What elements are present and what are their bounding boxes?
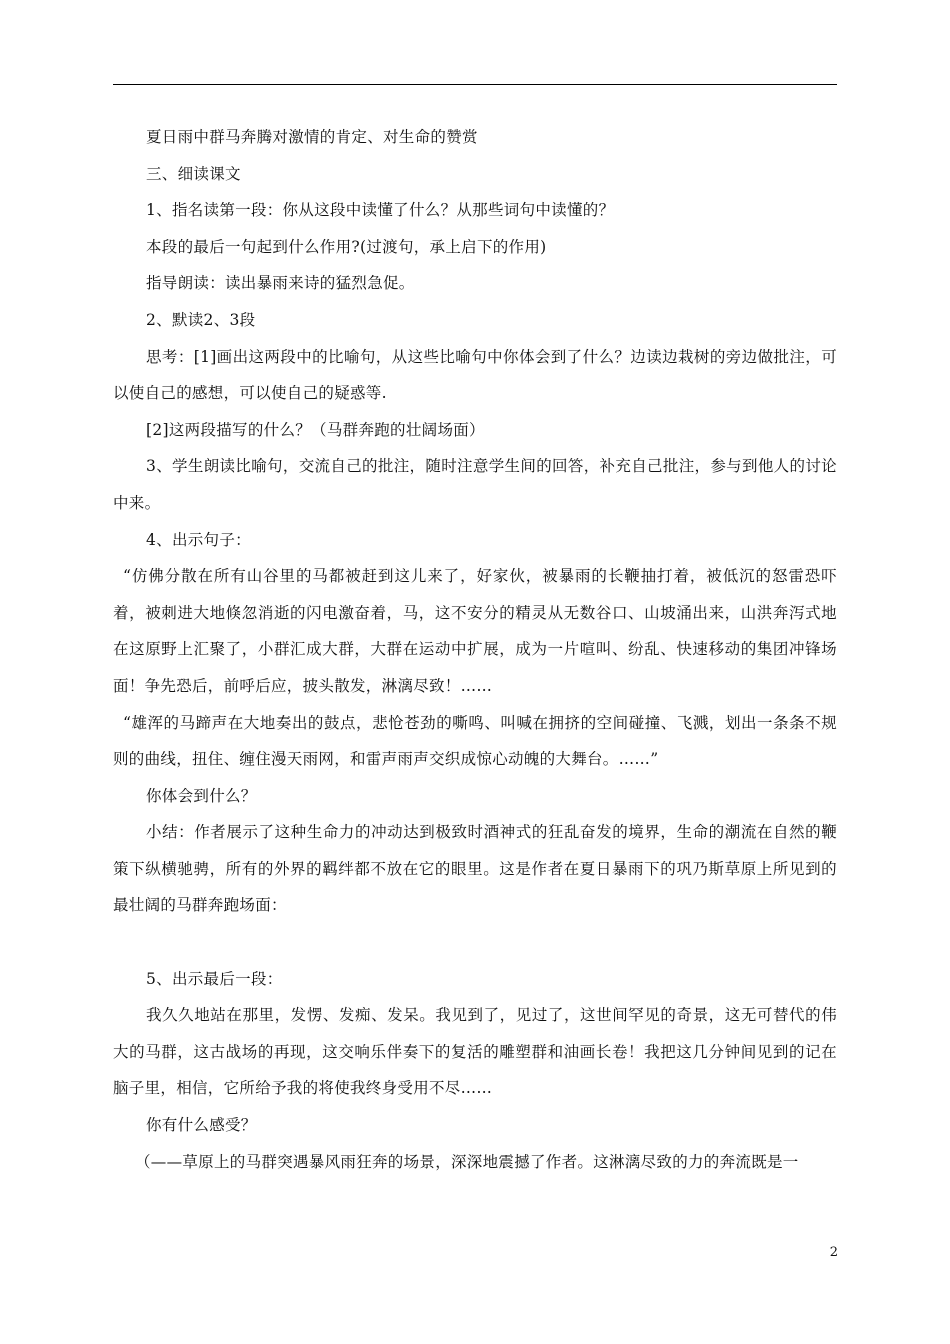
quote-paragraph: “雄浑的马蹄声在大地奏出的鼓点，悲怆苍劲的嘶鸣、叫喊在拥挤的空间碰撞、飞溅，划出一条条不规则的曲线，扭住、缠住漫天雨网，和雷声雨声交织成惊心动魄的大舞台。……” bbox=[113, 713, 837, 769]
header-rule bbox=[113, 84, 837, 85]
body-text bbox=[113, 119, 837, 1180]
paragraph: （——草原上的马群突遇暴风雨狂奔的场景，深深地震撼了作者。这淋漓尽致的力的奔流既是一 bbox=[135, 1152, 799, 1171]
blank-line bbox=[113, 924, 837, 961]
paragraph: 本段的最后一句起到什么作用?(过渡句，承上启下的作用) bbox=[146, 237, 547, 256]
section-heading: 三、细读课文 bbox=[146, 164, 241, 183]
paragraph: 指导朗读：读出暴雨来诗的猛烈急促。 bbox=[146, 274, 415, 293]
paragraph: [2]这两段描写的什么？（马群奔跑的壮阔场面） bbox=[146, 420, 485, 439]
paragraph: 5、出示最后一段： bbox=[146, 969, 283, 988]
paragraph: 你体会到什么？ bbox=[146, 786, 257, 805]
paragraph: 你有什么感受？ bbox=[146, 1116, 257, 1135]
paragraph: 4、出示句子： bbox=[146, 530, 251, 549]
page-number: 2 bbox=[829, 1245, 838, 1260]
paragraph: 思考：[1]画出这两段中的比喻句，从这些比喻句中你体会到了什么？边读边栽树的旁边做批注，可以使自己的感想，可以使自己的疑惑等. bbox=[113, 347, 837, 403]
paragraph: 2、默读2、3段 bbox=[146, 310, 256, 329]
summary-paragraph: 小结：作者展示了这种生命力的冲动达到极致时酒神式的狂乱奋发的境界，生命的潮流在自然的鞭策下纵横驰骋，所有的外界的羁绊都不放在它的眼里。这是作者在夏日暴雨下的巩乃斯草原上所见到的最壮阔的马群奔跑场面： bbox=[113, 823, 837, 915]
quote-paragraph: “仿佛分散在所有山谷里的马都被赶到这儿来了，好家伙，被暴雨的长鞭抽打着，被低沉的怒雷恐吓着，被刺进大地倏忽消逝的闪电激奋着，马，这不安分的精灵从无数谷口、山坡涌出来，山洪奔泻式地在这原野上汇聚了，小群汇成大群，大群在运动中扩展，成为一片喧叫、纷乱、快速移动的集团冲锋场面！争先恐后，前呼后应，披头散发，淋漓尽致！…… bbox=[113, 567, 837, 695]
paragraph: 1、指名读第一段：你从这段中读懂了什么？从那些词句中读懂的？ bbox=[146, 201, 615, 220]
paragraph: 夏日雨中群马奔腾对激情的肯定、对生命的赞赏 bbox=[146, 128, 478, 146]
paragraph: 3、学生朗读比喻句，交流自己的批注，随时注意学生间的回答，补充自己批注，参与到他人的讨论中来。 bbox=[113, 457, 837, 512]
paragraph: 我久久地站在那里，发愣、发痴、发呆。我见到了，见过了，这世间罕见的奇景，这无可替代的伟大的马群，这古战场的再现，这交响乐伴奏下的复活的雕塑群和油画长卷！我把这几分钟间见到的记在脑子里，相信，它所给予我的将使我终身受用不尽…… bbox=[113, 1006, 837, 1098]
